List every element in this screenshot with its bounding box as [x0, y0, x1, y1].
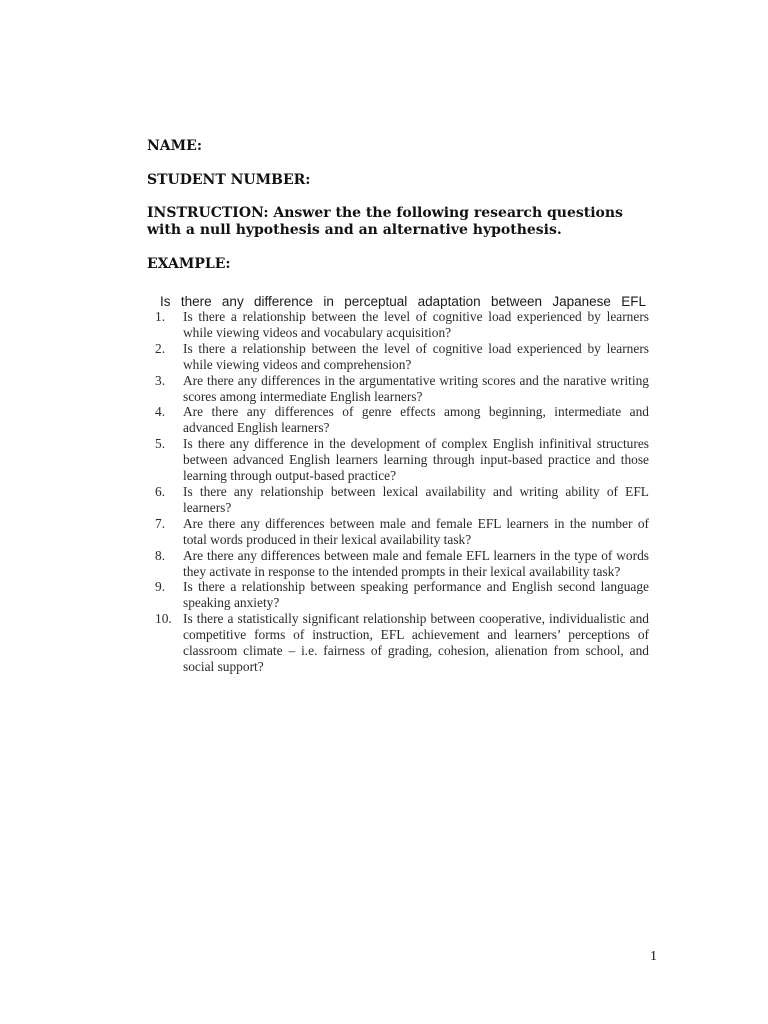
question-text: Is there a relationship between speaking performance and English second language speaking anxiety?: [183, 579, 649, 611]
student-number-label: STUDENT NUMBER:: [147, 172, 311, 188]
question-number: 4.: [155, 404, 166, 420]
question-number: 6.: [155, 483, 166, 499]
list-item: [155, 579, 649, 611]
question-text: Is there a statistically significant relationship between cooperative, individualistic and competitive forms of instruction, EFL achievement and learners’ perceptions of classroom climate – i.e. fairness of grading, cohesion, alienation from school, and social support?: [183, 611, 649, 674]
list-item: [155, 373, 649, 405]
question-number: 3.: [155, 372, 166, 388]
list-item: [155, 404, 649, 436]
question-number: 5.: [155, 436, 166, 452]
question-text: Is there any difference in the development of complex English infinitival structures between advanced English learners learning through input-based practice and those learning through output-based practice?: [183, 436, 649, 484]
list-item: [155, 436, 649, 484]
question-number: 1.: [155, 309, 166, 324]
list-item: [155, 516, 649, 548]
research-question-list: [155, 309, 649, 675]
question-text: Are there any differences between male and female EFL learners in the type of words they activate in response to the intended prompts in their lexical availability task?: [183, 547, 649, 579]
list-item: [155, 309, 649, 341]
name-label: NAME:: [147, 138, 202, 154]
question-number: 10.: [155, 611, 172, 627]
question-number: 9.: [155, 579, 166, 595]
list-item: [155, 611, 649, 675]
question-text: Are there any differences in the argumentative writing scores and the narative writing scores among intermediate English learners?: [183, 372, 649, 404]
list-item: [155, 484, 649, 516]
question-text: Is there a relationship between the level of cognitive load experienced by learners while viewing videos and comprehension?: [183, 340, 649, 372]
example-label: EXAMPLE:: [147, 256, 231, 272]
instruction-text: INSTRUCTION: Answer the the following research questions with a null hypothesis and an alternative hypothesis.: [147, 205, 623, 238]
question-text: Are there any differences of genre effects among beginning, intermediate and advanced English learners?: [183, 404, 649, 436]
question-text: Is there a relationship between the level of cognitive load experienced by learners while viewing videos and vocabulary acquisition?: [183, 309, 649, 340]
question-number: 2.: [155, 340, 166, 356]
list-item: [155, 341, 649, 373]
page-number: 1: [650, 949, 657, 964]
example-intro-line: Is there any difference in perceptual adaptation between Japanese EFL: [160, 294, 646, 309]
question-number: 8.: [155, 547, 166, 563]
list-item: [155, 548, 649, 580]
question-text: Is there any relationship between lexical availability and writing ability of EFL learners?: [183, 483, 649, 515]
question-number: 7.: [155, 515, 166, 531]
question-text: Are there any differences between male and female EFL learners in the number of total words produced in their lexical availability task?: [183, 515, 649, 547]
